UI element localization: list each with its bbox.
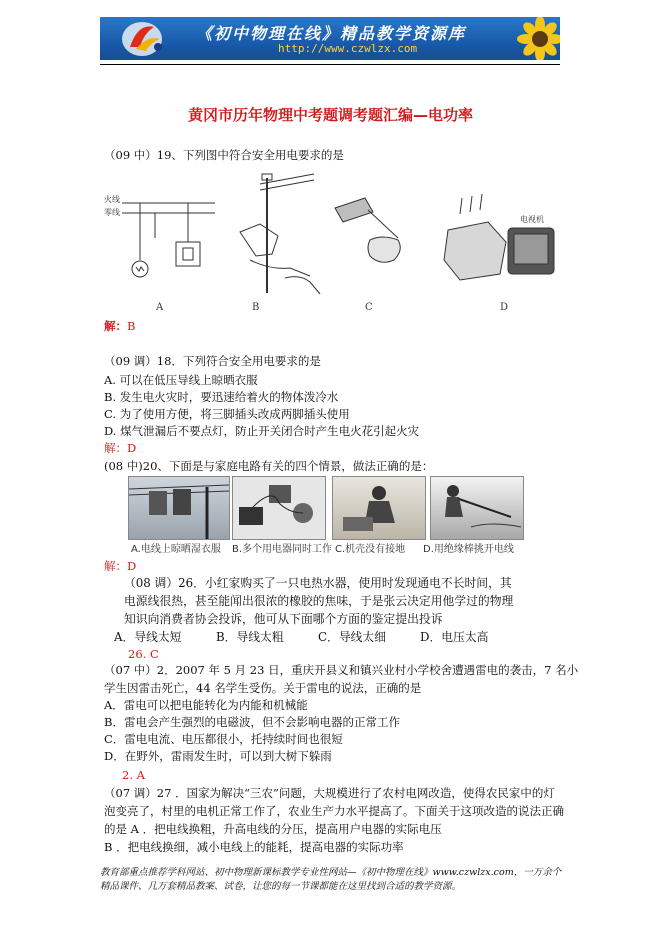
q1-label-live: 火线	[104, 195, 120, 204]
q3-stem: (08 中)20、下面是与家庭电路有关的四个情景，做法正确的是：	[104, 459, 434, 473]
q3-answer-prefix: 解：	[104, 559, 127, 573]
q4-line-2: 电源线很热，甚至能闻出很浓的橡胶的焦味，于是张云决定用他学过的物理	[124, 594, 514, 608]
q4-option-c: C．导线太细	[318, 630, 387, 644]
q5-option-a: A．雷电可以把电能转化为内能和机械能	[104, 698, 308, 712]
page-title: 黄冈市历年物理中考题调考题汇编—电功率	[187, 106, 473, 124]
q2-answer-value: D	[127, 441, 137, 455]
pole-icon	[240, 174, 320, 294]
q2-stem: （09 调）18．下列符合安全用电要求的是	[104, 354, 321, 368]
sunflower-icon	[517, 17, 560, 60]
q5-answer: 2. A	[122, 768, 145, 782]
q4-option-d: D．电压太高	[420, 630, 489, 644]
q1-stem: （09 中）19、下列图中符合安全用电要求的是	[104, 148, 344, 162]
q4-option-a: A．导线太短	[114, 630, 182, 644]
q2-option-d: D. 煤气泄漏后不要点灯，防止开关闭合时产生电火花引起火灾	[104, 424, 420, 438]
q3-photo-d	[430, 476, 524, 540]
q1-label-b: B	[252, 302, 260, 313]
q3-answer-value: D	[127, 559, 137, 573]
header-rule	[100, 64, 560, 65]
q3-photo-a	[128, 476, 230, 540]
q2-answer	[104, 440, 136, 456]
q5-line-2: 学生因雷击死亡，44 名学生受伤。关于雷电的说法，正确的是	[104, 681, 422, 695]
q3-caption-b: B.多个用电器同时工作	[232, 544, 333, 555]
q6-line-4: B ．把电线换细，减小电线上的能耗，提高电器的实际功率	[104, 840, 404, 854]
q1-answer	[104, 318, 135, 334]
q1-label-tv: 电视机	[520, 215, 544, 224]
q1-answer-value: B	[127, 319, 136, 333]
page-footer: 教育部重点推荐学科网站、初中物理新课标教学专业性网站—《初中物理在线》www.czwlzx.com，一万余个精品课件、几万套精品教案、试卷，让您的每一节课都能在这里找到合适的教学资源。	[100, 867, 562, 892]
bulb-icon	[132, 261, 148, 277]
q1-label-a: A	[156, 302, 164, 313]
q3-photo-c	[332, 476, 426, 540]
q5-option-c: C．雷电电流、电压都很小，托持续时间也很短	[104, 732, 343, 746]
q3-caption-a: A.电线上晾晒湿衣服	[131, 544, 221, 555]
q3-caption-c: C.机壳没有接地	[335, 544, 406, 555]
q6-line-2: 泡变亮了，村里的电机正常工作了，农业生产力水平提高了。下面关于这项改造的说法正确	[104, 804, 564, 818]
q2-option-a: A. 可以在低压导线上晾晒衣服	[104, 373, 258, 387]
q2-option-c: C. 为了使用方便，将三脚插头改成两脚插头使用	[104, 407, 350, 421]
tv-icon	[444, 194, 554, 280]
q2-option-b: B. 发生电火灾时，要迅速给着火的物体泼冷水	[104, 390, 339, 404]
site-logo-icon	[122, 22, 162, 56]
q1-answer-prefix: 解：	[104, 319, 127, 333]
q4-answer: 26. C	[128, 647, 159, 661]
q4-option-b: B．导线太粗	[216, 630, 284, 644]
banner-url[interactable]: http://www.czwlzx.com	[278, 42, 418, 55]
q5-line-1: （07 中）2．2007 年 5 月 23 日，重庆开县义和镇兴业村小学校舍遭遇雷电的袭击，7 名小	[104, 663, 579, 677]
q1-label-neutral: 零线	[104, 208, 120, 217]
q3-photo-b	[232, 476, 326, 540]
q2-answer-prefix: 解：	[104, 441, 127, 455]
header-banner	[100, 17, 560, 60]
q5-option-b: B．雷电会产生强烈的电磁波，但不会影响电器的正常工作	[104, 715, 400, 729]
q1-label-d: D	[500, 302, 509, 313]
q4-line-3: 知识向消费者协会投诉，他可从下面哪个方面的鉴定提出投诉	[124, 612, 443, 626]
q3-caption-d: D.用绝缘棒挑开电线	[423, 544, 514, 555]
q1-figure	[100, 168, 560, 318]
q6-line-3: 的是 A ．把电线换粗，升高电线的分压，提高用户电器的实际电压	[104, 822, 442, 836]
lamp-icon	[335, 198, 400, 262]
q3-answer	[104, 558, 136, 574]
banner-title: 《初中物理在线》精品教学资源库	[196, 24, 467, 43]
q4-line-1: （08 调）26．小红家购买了一只电热水器，使用时发现通电不长时间，其	[124, 576, 512, 590]
q1-label-c: C	[365, 302, 373, 313]
q5-option-d: D．在野外，雷雨发生时，可以到大树下躲雨	[104, 749, 332, 763]
q6-line-1: （07 调）27 ．国家为解决“三农”问题，大规模进行了农村电网改造，使得农民家中的灯	[104, 786, 555, 800]
